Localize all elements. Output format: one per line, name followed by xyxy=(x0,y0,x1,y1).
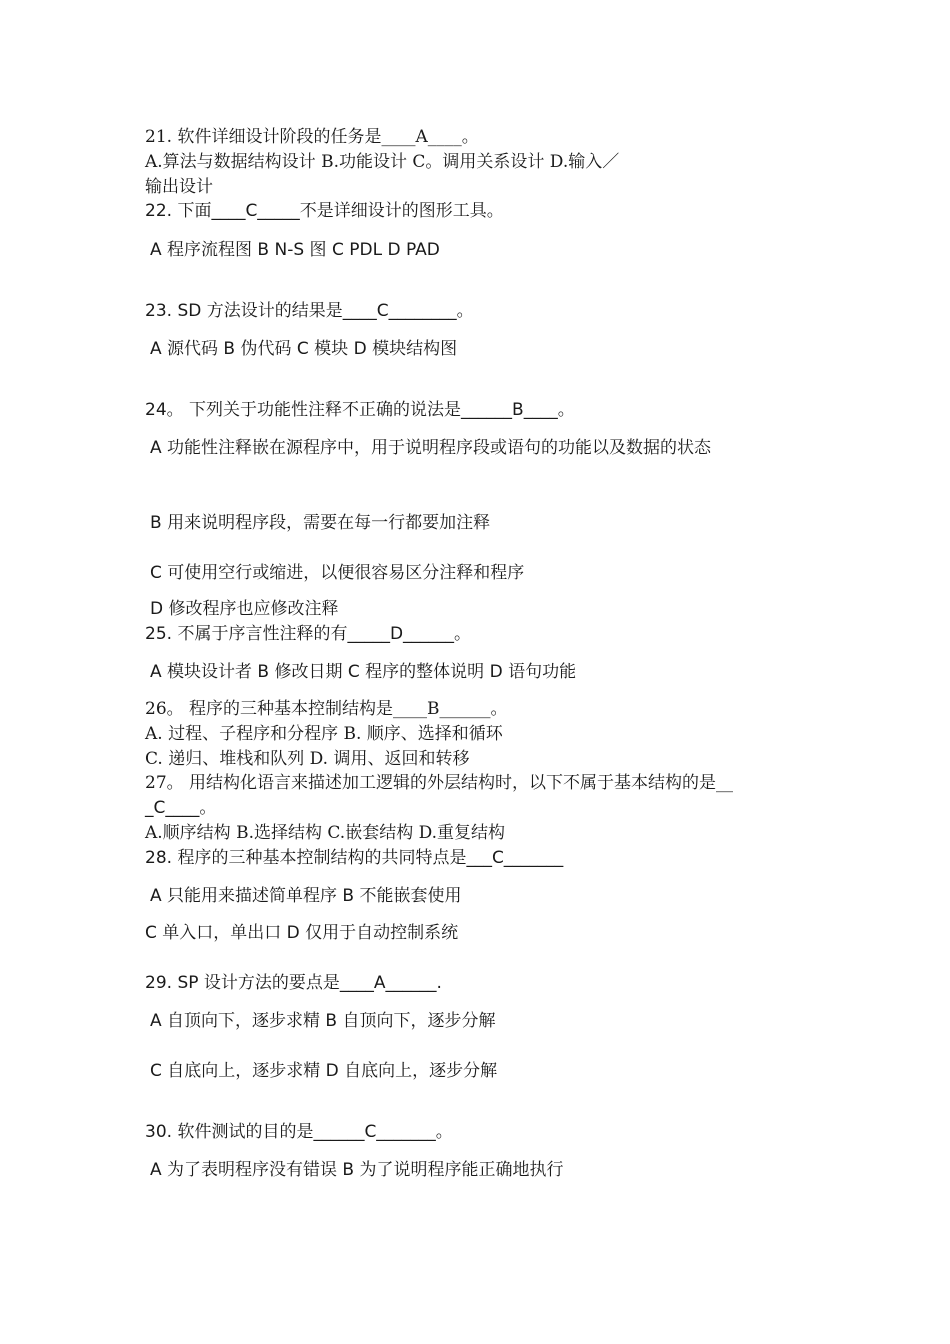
question-21-options: A.算法与数据结构设计 B.功能设计 C。调用关系设计 D.输入／ xyxy=(145,152,620,172)
question-22: 22. 下面____C_____不是详细设计的图形工具。 xyxy=(145,201,504,221)
question-28-options-2: C 单入口，单出口 D 仅用于自动控制系统 xyxy=(145,923,459,943)
question-27-options: A.顺序结构 B.选择结构 C.嵌套结构 D.重复结构 xyxy=(145,823,506,843)
question-26-options-1: A. 过程、子程序和分程序 B. 顺序、选择和循环 xyxy=(145,724,503,744)
question-23-options: A 源代码 B 伪代码 C 模块 D 模块结构图 xyxy=(150,339,458,359)
question-24: 24。 下列关于功能性注释不正确的说法是______B____。 xyxy=(145,400,575,420)
question-24-option-a: A 功能性注释嵌在源程序中，用于说明程序段或语句的功能以及数据的状态 xyxy=(150,438,712,458)
question-29: 29. SP 设计方法的要点是____A______. xyxy=(145,973,442,993)
question-21: 21. 软件详细设计阶段的任务是____A____。 xyxy=(145,127,479,147)
question-24-option-b: B 用来说明程序段，需要在每一行都要加注释 xyxy=(150,513,491,533)
question-23: 23. SD 方法设计的结果是____C________。 xyxy=(145,301,474,321)
question-28: 28. 程序的三种基本控制结构的共同特点是___C_______ xyxy=(145,848,564,868)
question-24-option-d: D 修改程序也应修改注释 xyxy=(150,599,339,619)
question-24-option-c: C 可使用空行或缩进，以便很容易区分注释和程序 xyxy=(150,563,525,583)
question-30-options: A 为了表明程序没有错误 B 为了说明程序能正确地执行 xyxy=(150,1160,564,1180)
question-29-options-2: C 自底向上，逐步求精 D 自底向上，逐步分解 xyxy=(150,1061,498,1081)
question-27-cont: _C____。 xyxy=(145,798,217,818)
question-26-options-2: C. 递归、堆栈和队列 D. 调用、返回和转移 xyxy=(145,749,470,769)
question-28-options-1: A 只能用来描述简单程序 B 不能嵌套使用 xyxy=(150,886,462,906)
question-30: 30. 软件测试的目的是______C_______。 xyxy=(145,1122,453,1142)
question-25-options: A 模块设计者 B 修改日期 C 程序的整体说明 D 语句功能 xyxy=(150,662,577,682)
question-29-options-1: A 自顶向下，逐步求精 B 自顶向下，逐步分解 xyxy=(150,1011,496,1031)
question-27: 27。 用结构化语言来描述加工逻辑的外层结构时，以下不属于基本结构的是__ xyxy=(145,773,734,793)
question-21-options-cont: 输出设计 xyxy=(145,177,213,197)
question-26: 26。 程序的三种基本控制结构是____B______。 xyxy=(145,699,508,719)
question-25: 25. 不属于序言性注释的有_____D______。 xyxy=(145,624,472,644)
question-22-options: A 程序流程图 B N-S 图 C PDL D PAD xyxy=(150,240,440,260)
